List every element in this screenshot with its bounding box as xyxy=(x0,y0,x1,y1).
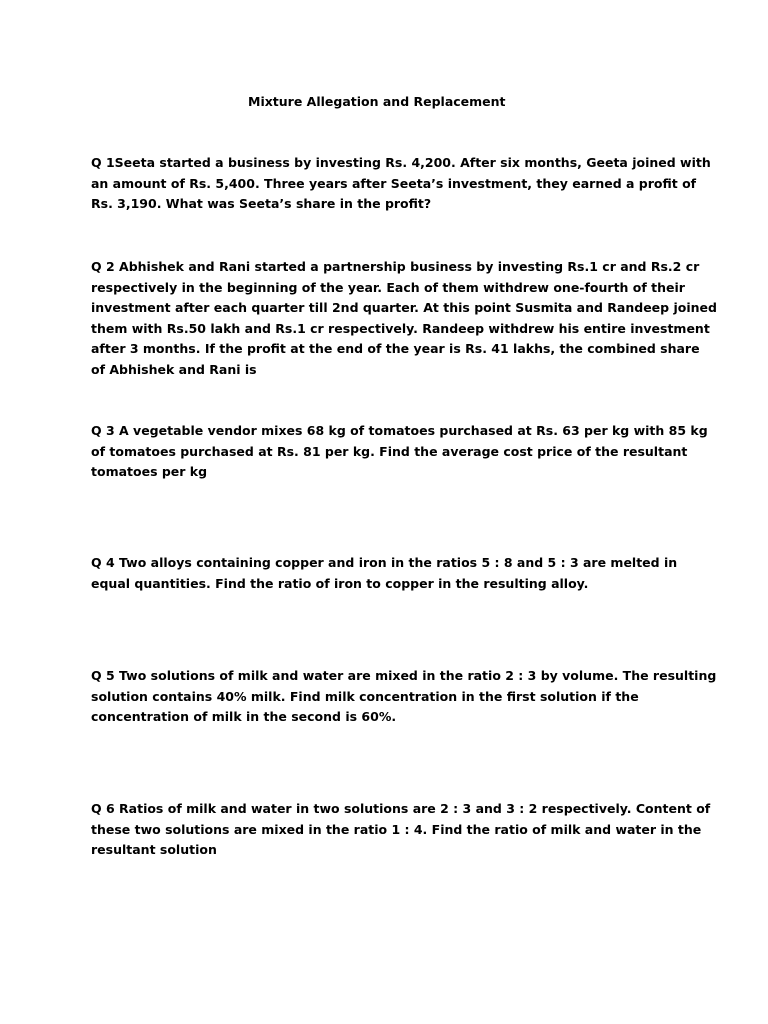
question-6-line-2: these two solutions are mixed in the ratio 1 : 4. Find the ratio of milk and water in the xyxy=(91,821,702,837)
question-4-line-2: equal quantities. Find the ratio of iron to copper in the resulting alloy. xyxy=(91,575,589,591)
question-3-line-2: of tomatoes purchased at Rs. 81 per kg. Find the average cost price of the resultant xyxy=(91,443,688,459)
question-1 xyxy=(91,153,711,215)
question-5-line-1: Q 5 Two solutions of milk and water are mixed in the ratio 2 : 3 by volume. The resulting xyxy=(91,668,717,683)
question-5-line-2: solution contains 40% milk. Find milk concentration in the first solution if the xyxy=(91,688,639,704)
question-4-line-1: Q 4 Two alloys containing copper and iron in the ratios 5 : 8 and 5 : 3 are melted in xyxy=(91,555,678,570)
question-5 xyxy=(91,666,717,728)
question-2-line-4: them with Rs.50 lakh and Rs.1 cr respectively. Randeep withdrew his entire investment xyxy=(91,320,710,336)
question-2-line-6: of Abhishek and Rani is xyxy=(91,361,257,377)
question-6-line-1: Q 6 Ratios of milk and water in two solutions are 2 : 3 and 3 : 2 respectively. Content of xyxy=(91,801,711,816)
question-5-line-3: concentration of milk in the second is 60%. xyxy=(91,709,397,725)
question-3 xyxy=(91,421,708,483)
document-title: Mixture Allegation and Replacement xyxy=(248,94,506,109)
question-6 xyxy=(91,799,711,861)
question-2 xyxy=(91,257,717,381)
question-3-line-3: tomatoes per kg xyxy=(91,464,208,480)
question-2-line-5: after 3 months. If the profit at the end of the year is Rs. 41 lakhs, the combined share xyxy=(91,341,700,357)
question-1-line-2: an amount of Rs. 5,400. Three years after Seeta’s investment, they earned a profit of xyxy=(91,175,697,191)
question-1-line-1: Q 1Seeta started a business by investing Rs. 4,200. After six months, Geeta joined with xyxy=(91,155,711,170)
question-2-line-1: Q 2 Abhishek and Rani started a partnership business by investing Rs.1 cr and Rs.2 cr xyxy=(91,259,700,274)
question-1-line-3: Rs. 3,190. What was Seeta’s share in the profit? xyxy=(91,196,432,212)
question-6-line-3: resultant solution xyxy=(91,842,217,858)
question-2-line-2: respectively in the beginning of the year. Each of them withdrew one-fourth of their xyxy=(91,279,685,295)
question-2-line-3: investment after each quarter till 2nd quarter. At this point Susmita and Randeep joined xyxy=(91,300,717,316)
question-4 xyxy=(91,553,691,594)
question-3-line-1: Q 3 A vegetable vendor mixes 68 kg of tomatoes purchased at Rs. 63 per kg with 85 kg xyxy=(91,423,708,438)
